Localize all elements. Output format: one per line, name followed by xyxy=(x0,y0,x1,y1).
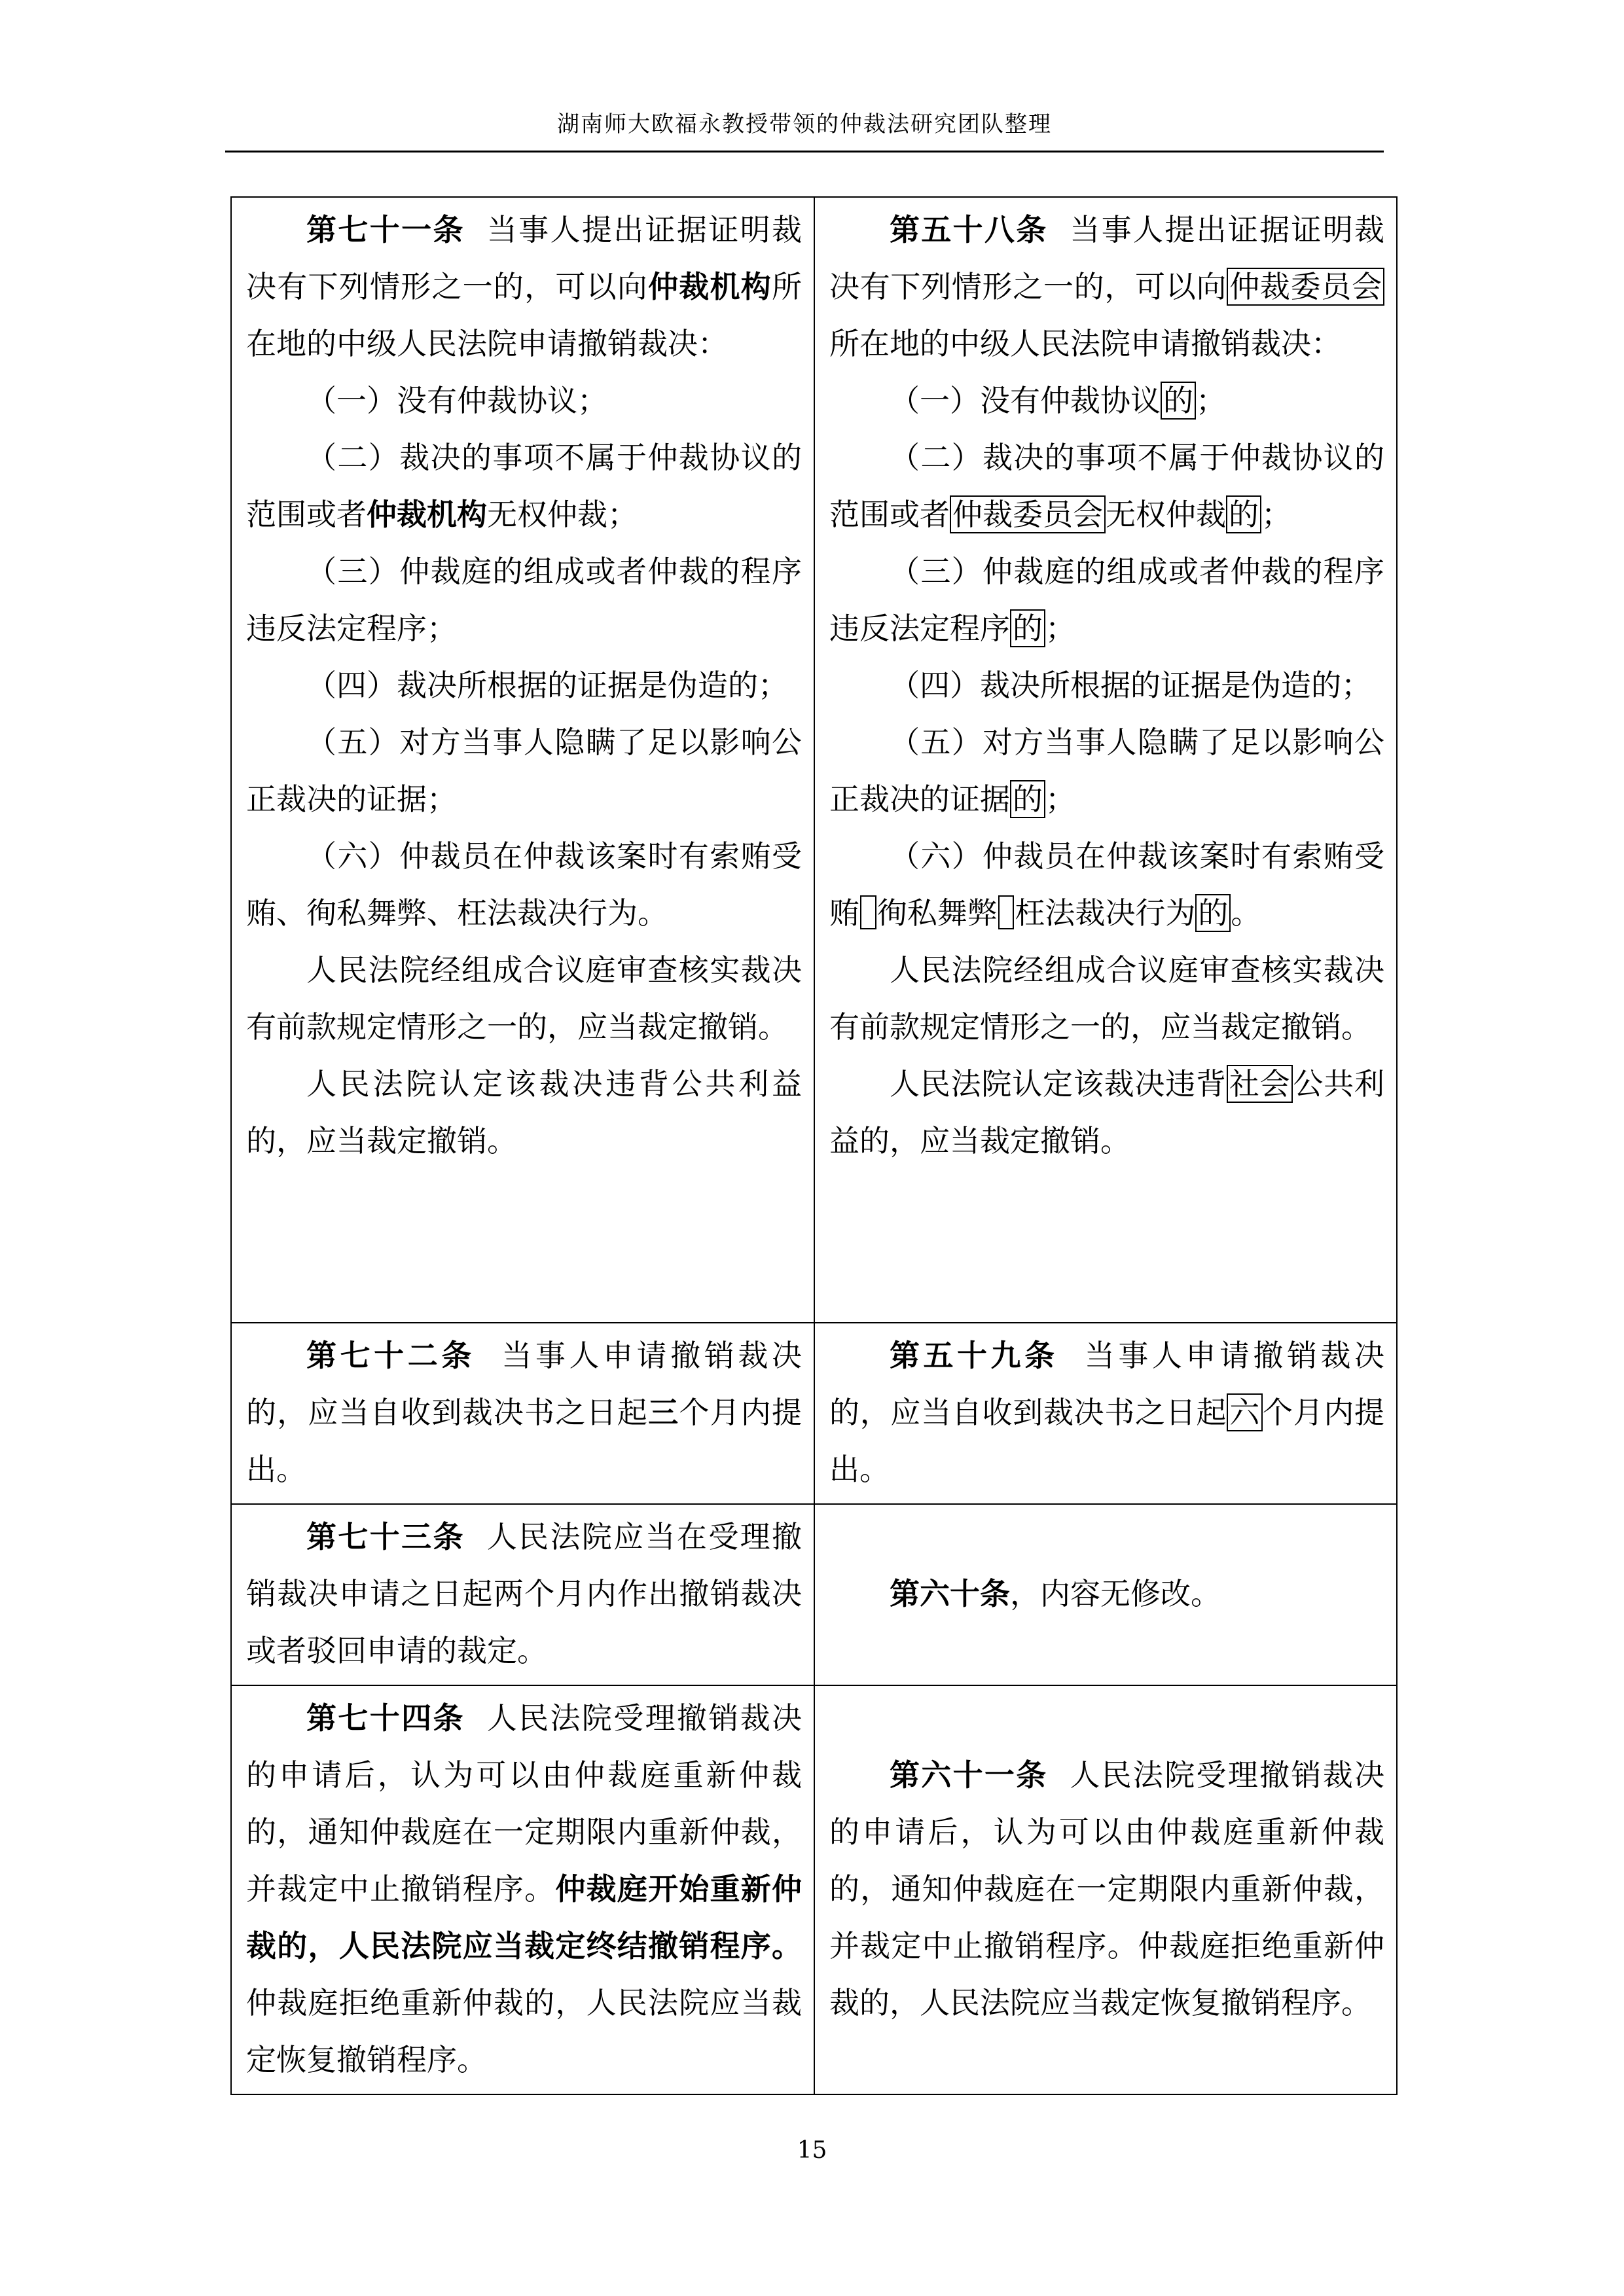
amended-text-box: 六 xyxy=(1227,1393,1263,1431)
paragraph: 第七十二条 当事人申请撤销裁决的，应当自收到裁决书之日起三个月内提出。 xyxy=(246,1338,803,1487)
list-item: （六）仲裁员在仲裁该案时有索贿受贿 徇私舞弊 枉法裁决行为的。 xyxy=(829,838,1384,931)
amended-text-box: 的 xyxy=(1010,609,1045,647)
article-number: 第七十二条 xyxy=(306,1338,475,1373)
paragraph: 第六十一条 人民法院受理撤销裁决的申请后，认为可以由仲裁庭重新仲裁的，通知仲裁庭在一定期限内重新仲裁，并裁定中止撤销程序。仲裁庭拒绝重新仲裁的，人民法院应当裁定恢复撤销程序。 xyxy=(829,1757,1384,2020)
list-item: （五）对方当事人隐瞒了足以影响公正裁决的证据的； xyxy=(829,725,1384,817)
list-item: （五）对方当事人隐瞒了足以影响公正裁决的证据； xyxy=(246,725,802,817)
paragraph: 第六十条，内容无修改。 xyxy=(890,1576,1221,1611)
list-item: （三）仲裁庭的组成或者仲裁的程序违反法定程序； xyxy=(246,554,802,646)
list-item: （二）裁决的事项不属于仲裁协议的范围或者仲裁机构无权仲裁； xyxy=(246,440,802,532)
paragraph: 人民法院经组成合议庭审查核实裁决有前款规定情形之一的，应当裁定撤销。 xyxy=(246,952,802,1045)
paragraph: 第七十一条 当事人提出证据证明裁决有下列情形之一的，可以向仲裁机构所在地的中级人民法院申请撤销裁决： xyxy=(246,212,803,361)
table-row xyxy=(231,1685,1397,2094)
removed-punctuation-box xyxy=(998,895,1015,929)
article-number: 第七十四条 xyxy=(306,1700,465,1736)
amended-text-box: 的 xyxy=(1195,894,1231,932)
paragraph: 第五十九条 当事人申请撤销裁决的，应当自收到裁决书之日起六个月内提出。 xyxy=(829,1338,1385,1487)
paragraph: 人民法院经组成合议庭审查核实裁决有前款规定情形之一的，应当裁定撤销。 xyxy=(829,952,1384,1045)
article-number: 第六十条 xyxy=(890,1576,1010,1611)
list-item: （一）没有仲裁协议； xyxy=(306,383,607,418)
article-number: 第五十九条 xyxy=(890,1338,1058,1373)
list-item: （四）裁决所根据的证据是伪造的； xyxy=(306,668,788,703)
old-article-71-cell xyxy=(231,197,814,1323)
amended-text-box: 的 xyxy=(1226,495,1261,533)
old-article-72-cell xyxy=(231,1323,814,1504)
page-number: 15 xyxy=(797,2137,827,2164)
list-item: （六）仲裁员在仲裁该案时有索贿受贿、徇私舞弊、枉法裁决行为。 xyxy=(246,838,802,931)
new-article-61-cell xyxy=(814,1685,1397,2094)
list-item: （二）裁决的事项不属于仲裁协议的范围或者仲裁委员会无权仲裁的； xyxy=(829,440,1384,532)
header-rule xyxy=(225,151,1384,152)
table-row xyxy=(231,1504,1397,1685)
amended-text-box: 仲裁委员会 xyxy=(1227,268,1384,306)
old-article-73-cell xyxy=(231,1504,814,1685)
paragraph: 人民法院认定该裁决违背公共利益的，应当裁定撤销。 xyxy=(246,1066,802,1158)
amended-text-box: 仲裁委员会 xyxy=(950,495,1106,533)
new-article-60-cell xyxy=(814,1504,1397,1685)
paragraph: 第七十四条 人民法院受理撤销裁决的申请后，认为可以由仲裁庭重新仲裁的，通知仲裁庭在一定期限内重新仲裁，并裁定中止撤销程序。仲裁庭开始重新仲裁的，人民法院应当裁定终结撤销程序。仲裁庭拒绝重新仲裁的，人民法院应当裁定恢复撤销程序。 xyxy=(246,1700,803,2077)
old-article-74-cell xyxy=(231,1685,814,2094)
running-header: 湖南师大欧福永教授带领的仲裁法研究团队整理 xyxy=(557,111,1052,137)
new-article-59-cell xyxy=(814,1323,1397,1504)
removed-punctuation-box xyxy=(860,895,876,929)
table-row xyxy=(231,197,1397,1323)
amended-text-box: 的 xyxy=(1161,382,1196,420)
new-article-58-cell xyxy=(814,197,1397,1323)
article-number: 第五十八条 xyxy=(890,212,1048,247)
article-number: 第七十三条 xyxy=(306,1519,465,1554)
list-item: （三）仲裁庭的组成或者仲裁的程序违反法定程序的； xyxy=(829,554,1384,646)
paragraph: 第五十八条 当事人提出证据证明裁决有下列情形之一的，可以向仲裁委员会所在地的中级人民法院申请撤销裁决： xyxy=(829,212,1384,361)
article-number: 第七十一条 xyxy=(306,212,465,247)
list-item: （一）没有仲裁协议的； xyxy=(890,383,1226,418)
paragraph: 人民法院认定该裁决违背社会公共利益的，应当裁定撤销。 xyxy=(829,1066,1385,1158)
list-item: （四）裁决所根据的证据是伪造的； xyxy=(890,668,1371,703)
amended-text-box: 社会 xyxy=(1227,1065,1293,1103)
comparison-table xyxy=(230,196,1398,2095)
paragraph: 第七十三条 人民法院应当在受理撤销裁决申请之日起两个月内作出撤销裁决或者驳回申请的裁定。 xyxy=(246,1519,802,1668)
article-number: 第六十一条 xyxy=(890,1757,1048,1793)
amended-text-box: 的 xyxy=(1010,780,1045,818)
table-row xyxy=(231,1323,1397,1504)
